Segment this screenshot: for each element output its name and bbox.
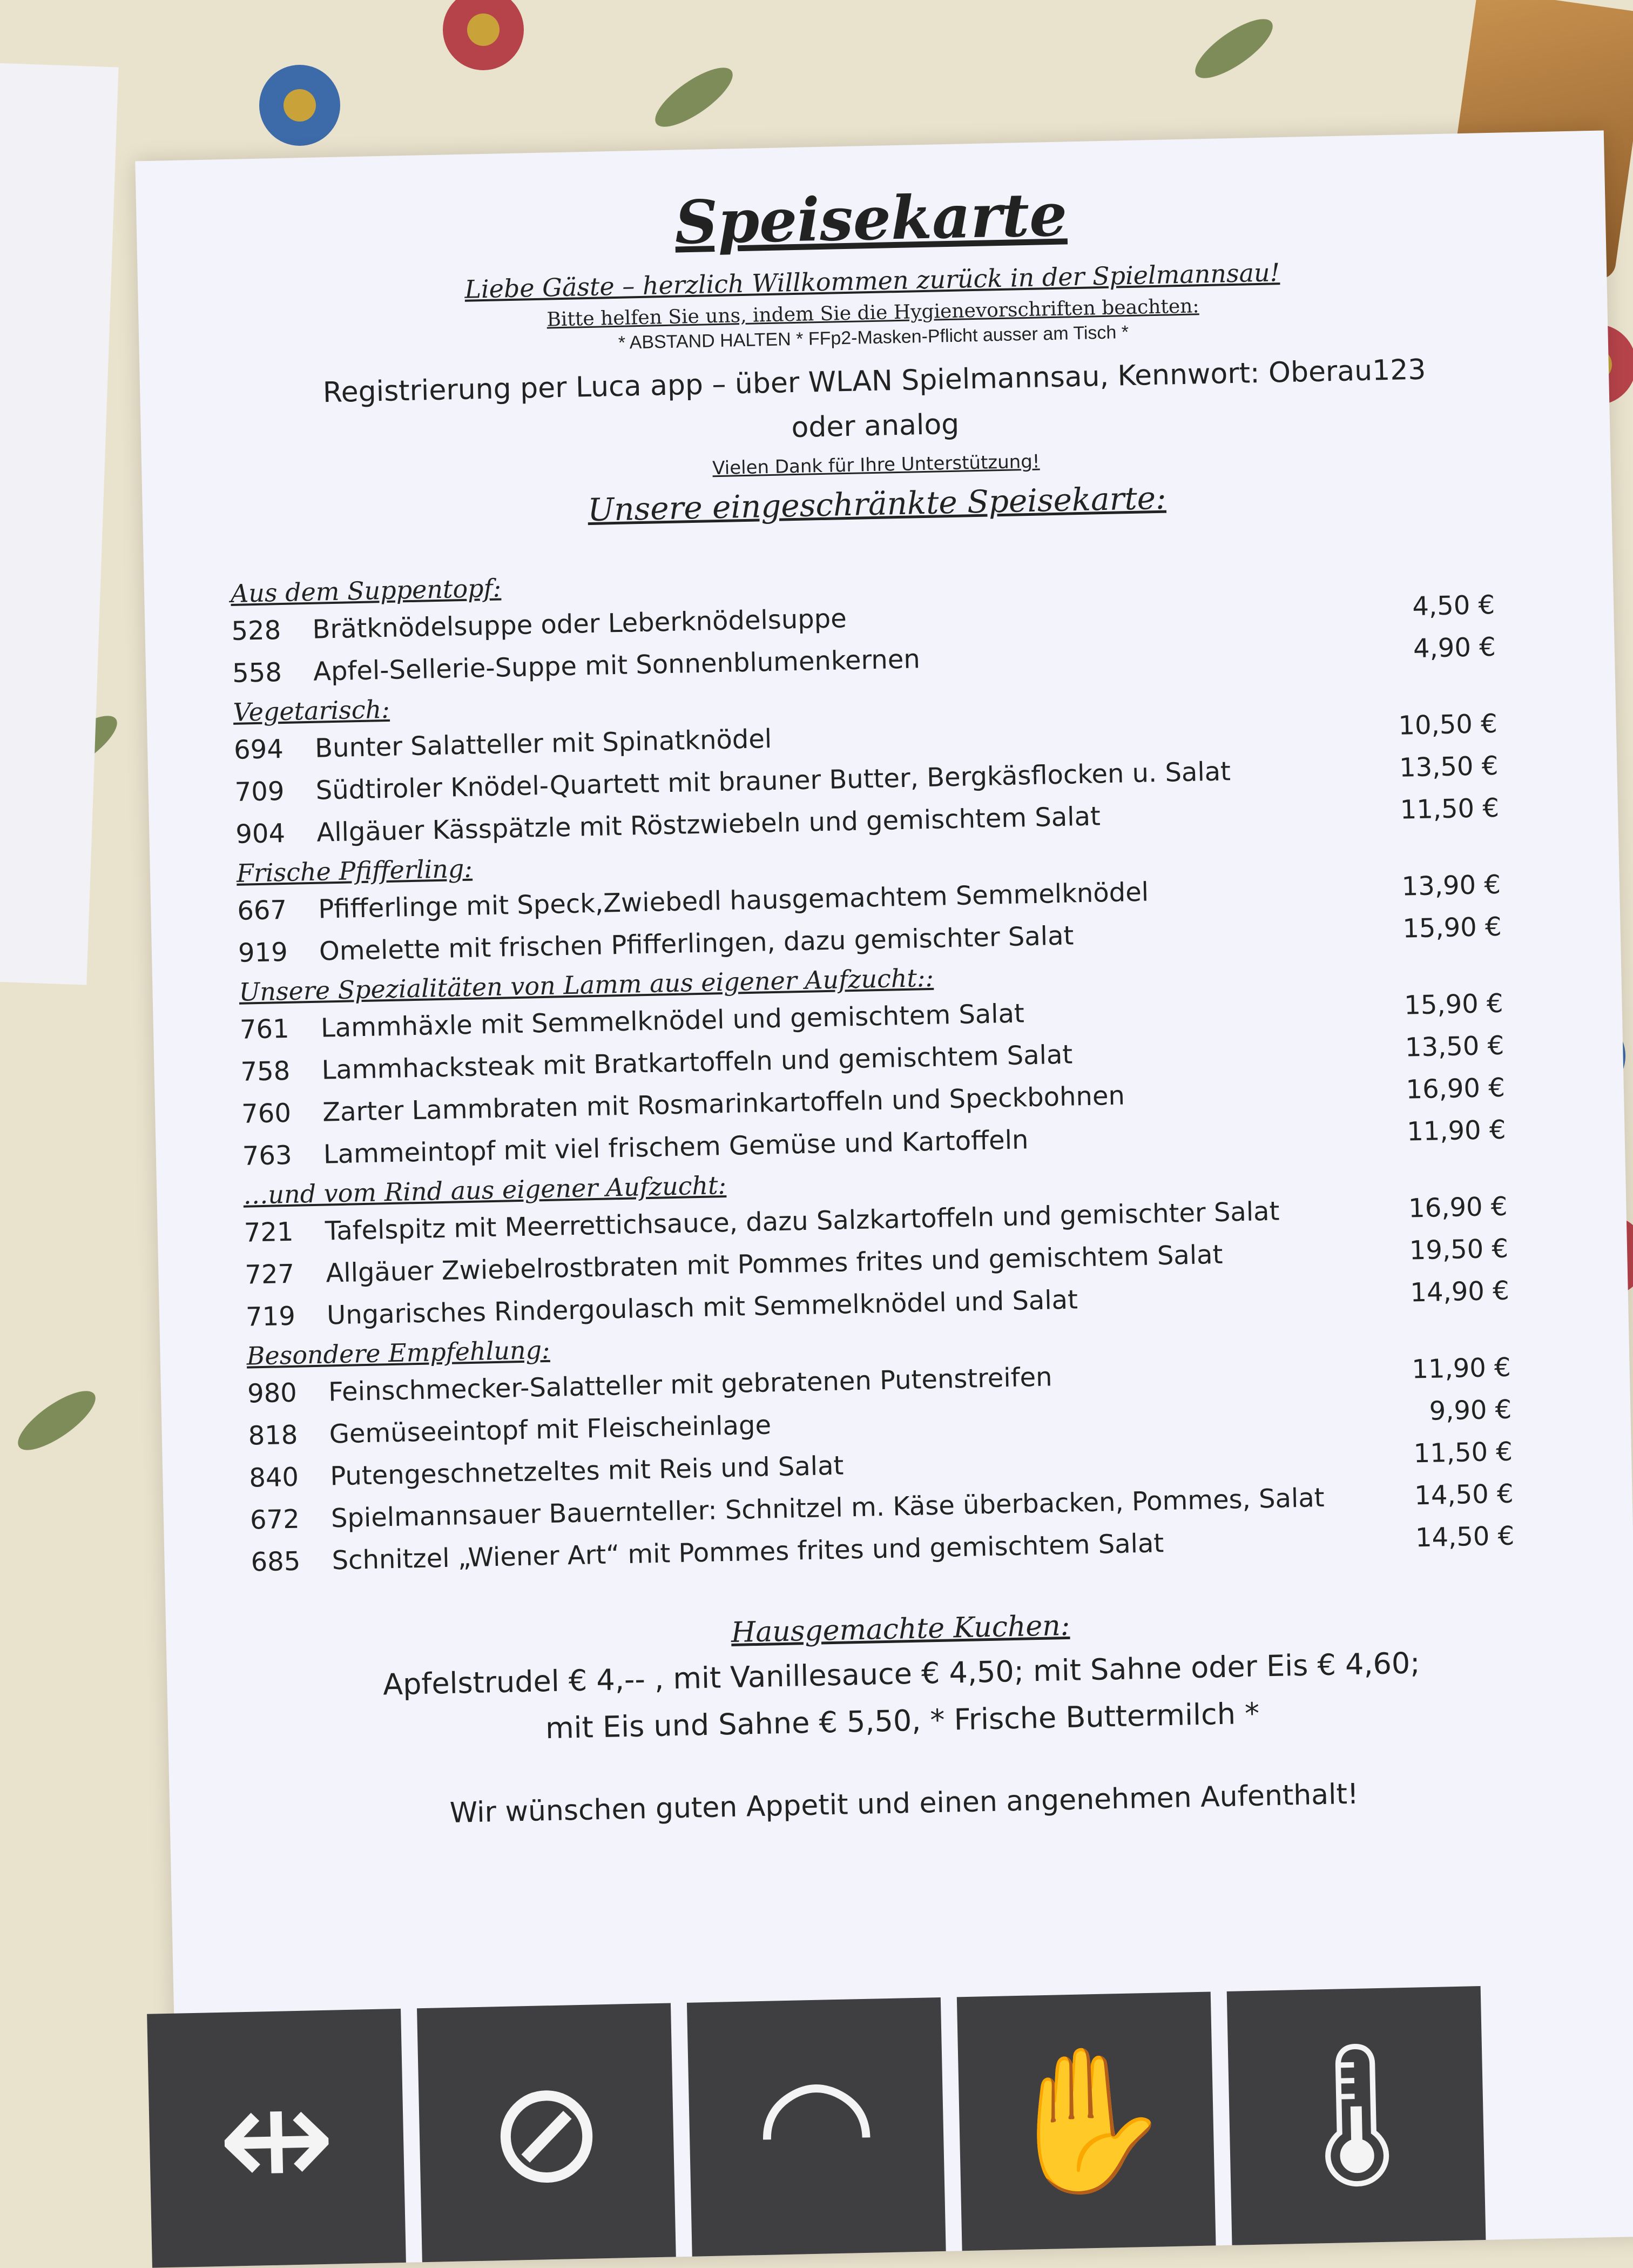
item-name: Zarter Lammbraten mit Rosmarinkartoffeln und Speckbohnen: [322, 1080, 1125, 1128]
item-name: Feinschmecker-Salatteller mit gebratenen Putenstreifen: [328, 1362, 1053, 1408]
menu-subtitle: Unsere eingeschränkte Speisekarte:: [587, 480, 1167, 529]
leaf-pattern: [647, 58, 741, 137]
item-number: 818: [248, 1420, 298, 1451]
item-name: Lammhacksteak mit Bratkartoffeln und gemischtem Salat: [321, 1039, 1073, 1086]
mask-icon: ◠: [687, 1997, 946, 2257]
item-name: Pfifferlinge mit Speck,Zwiebedl hausgemachtem Semmelknödel: [318, 877, 1149, 925]
leaf-pattern: [10, 1381, 104, 1461]
item-price: 4,90 €: [1413, 632, 1496, 664]
item-name: Allgäuer Zwiebelrostbraten mit Pommes frites und gemischtem Salat: [325, 1240, 1223, 1289]
hand-wash-icon: ✋: [957, 1992, 1216, 2251]
item-number: 558: [232, 657, 282, 689]
item-price: 15,90 €: [1403, 988, 1504, 1021]
no-hug-icon: ⊘: [417, 2003, 676, 2262]
flower-pattern: [259, 65, 340, 146]
leaf-pattern: [1187, 9, 1281, 89]
section-heading: Aus dem Suppentopf:: [230, 573, 502, 609]
menu-sheet: [135, 131, 1633, 2267]
item-price: 16,90 €: [1408, 1192, 1508, 1224]
item-name: Lammeintopf mit viel frischem Gemüse und Kartoffeln: [323, 1125, 1029, 1170]
section-heading: …und vom Rind aus eigener Aufzucht:: [242, 1170, 727, 1210]
item-name: Ungarisches Rindergoulasch mit Semmelknödel und Salat: [326, 1284, 1078, 1331]
cakes-line-2: mit Eis und Sahne € 5,50, * Frische Buttermilch *: [545, 1696, 1260, 1745]
registration-line-1: Registrierung per Luca app – über WLAN Spielmannsau, Kennwort: Oberau123: [322, 353, 1427, 409]
item-price: 11,90 €: [1411, 1352, 1511, 1385]
item-price: 10,50 €: [1398, 709, 1498, 742]
menu-sections: [144, 550, 1633, 1586]
welcome-text: Liebe Gäste – herzlich Willkommen zurück in der Spielmannsau!: [464, 258, 1280, 304]
item-number: 919: [238, 937, 288, 969]
closing-text: Wir wünschen guten Appetit und einen angenehmen Aufenthalt!: [449, 1778, 1359, 1830]
item-name: Allgäuer Kässpätzle mit Röstzwiebeln und gemischtem Salat: [316, 801, 1101, 849]
item-number: 760: [241, 1098, 292, 1130]
item-number: 904: [235, 818, 286, 850]
distance-icon: ⇹: [147, 2009, 406, 2268]
item-name: Südtiroler Knödel-Quartett mit brauner Butter, Bergkäsflocken u. Salat: [315, 756, 1231, 806]
item-price: 19,50 €: [1409, 1234, 1509, 1266]
item-name: Gemüseeintopf mit Fleischeinlage: [329, 1410, 772, 1450]
item-number: 719: [245, 1301, 296, 1333]
registration-line-2: oder analog: [791, 408, 960, 445]
item-name: Bunter Salatteller mit Spinatknödel: [314, 724, 772, 764]
flower-pattern: [443, 0, 524, 70]
section-heading: Besondere Empfehlung:: [246, 1335, 551, 1371]
item-name: Apfel-Sellerie-Suppe mit Sonnenblumenkernen: [313, 644, 921, 688]
item-price: 11,50 €: [1400, 793, 1500, 826]
item-price: 14,50 €: [1414, 1478, 1514, 1511]
item-price: 14,90 €: [1409, 1276, 1510, 1308]
section-heading: Vegetarisch:: [233, 695, 390, 728]
item-name: Tafelspitz mit Meerrettichsauce, dazu Salzkartoffeln und gemischter Salat: [325, 1196, 1280, 1247]
item-name: Lammhäxle mit Semmelknödel und gemischtem Salat: [320, 998, 1025, 1044]
item-number: 727: [244, 1259, 295, 1291]
item-number: 840: [248, 1462, 299, 1493]
hygiene-icons: [147, 1986, 1486, 2268]
item-price: 13,90 €: [1401, 870, 1501, 903]
menu-title: Speisekarte: [674, 179, 1068, 258]
item-number: 758: [240, 1056, 291, 1088]
item-number: 685: [251, 1546, 301, 1578]
item-price: 11,90 €: [1406, 1115, 1507, 1147]
item-number: 761: [239, 1014, 290, 1046]
item-name: Spielmannsauer Bauernteller: Schnitzel m. Käse überbacken, Pommes, Salat: [330, 1483, 1325, 1534]
cakes-line-1: Apfelstrudel € 4,-- , mit Vanillesauce € 4,50; mit Sahne oder Eis € 4,60;: [382, 1646, 1421, 1702]
item-number: 763: [242, 1140, 293, 1172]
item-price: 9,90 €: [1429, 1394, 1512, 1427]
item-price: 14,50 €: [1415, 1520, 1515, 1553]
item-number: 672: [249, 1504, 300, 1536]
item-price: 11,50 €: [1413, 1436, 1513, 1469]
item-price: 15,90 €: [1402, 912, 1502, 945]
item-number: 667: [237, 895, 287, 927]
section-heading: Unsere Spezialitäten von Lamm aus eigener Aufzucht::: [238, 963, 934, 1007]
item-number: 709: [234, 776, 285, 808]
item-number: 980: [247, 1378, 298, 1409]
cakes-heading: Hausgemachte Kuchen:: [731, 1610, 1070, 1650]
item-price: 4,50 €: [1412, 590, 1495, 622]
item-price: 13,50 €: [1405, 1031, 1504, 1063]
temperature-check-icon: 🌡: [1227, 1986, 1486, 2245]
item-name: Schnitzel „Wiener Art“ mit Pommes frites und gemischtem Salat: [332, 1528, 1164, 1576]
item-number: 721: [244, 1217, 294, 1249]
thanks-note: Vielen Dank für Ihre Unterstützung!: [712, 450, 1040, 480]
item-price: 13,50 €: [1399, 751, 1499, 784]
item-price: 16,90 €: [1406, 1073, 1506, 1105]
item-number: 694: [233, 734, 284, 766]
item-name: Brätknödelsuppe oder Leberknödelsuppe: [312, 603, 847, 645]
hygiene-note: Bitte helfen Sie uns, indem Sie die Hygienevorschriften beachten:: [546, 295, 1199, 331]
item-name: Omelette mit frischen Pfifferlingen, dazu gemischter Salat: [319, 920, 1074, 967]
distance-note: * ABSTAND HALTEN * FFp2-Masken-Pflicht ausser am Tisch *: [618, 322, 1129, 353]
section-heading: Frische Pfifferling:: [236, 854, 473, 889]
item-number: 528: [231, 615, 281, 647]
item-name: Putengeschnetzeltes mit Reis und Salat: [329, 1450, 844, 1492]
